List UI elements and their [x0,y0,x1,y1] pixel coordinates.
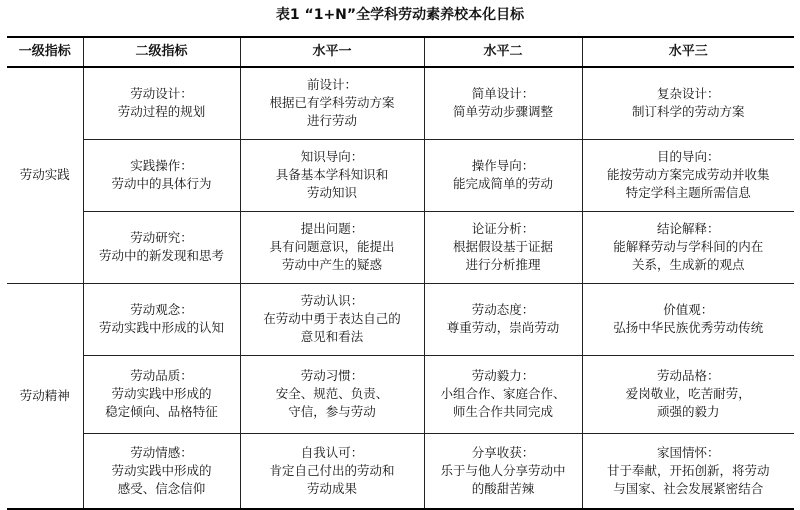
level-two-cell: 劳动毅力： 小组合作、家庭合作、 师生合作共同完成 [424,355,582,433]
header-level-one: 水平一 [240,37,424,67]
level-one-cell: 自我认可： 肯定自己付出的劳动和 劳动成果 [240,433,424,509]
level-one-cell: 劳动认识： 在劳动中勇于表达自己的 意见和看法 [240,283,424,355]
level-three-cell: 价值观： 弘扬中华民族优秀劳动传统 [582,283,794,355]
level2-cell: 劳动设计： 劳动过程的规划 [83,67,240,139]
level-two-cell: 劳动态度： 尊重劳动，崇尚劳动 [424,283,582,355]
table-row [7,433,794,509]
header-row [7,37,794,67]
level-two-cell: 操作导向： 能完成简单的劳动 [424,139,582,211]
level-one-cell: 前设计： 根据已有学科劳动方案 进行劳动 [240,67,424,139]
level2-cell: 劳动观念： 劳动实践中形成的认知 [83,283,240,355]
header-level1-indicator: 一级指标 [7,37,83,67]
header-level-three: 水平三 [582,37,794,67]
level2-cell: 实践操作： 劳动中的具体行为 [83,139,240,211]
table-row [7,355,794,433]
table-row [7,67,794,139]
level-two-cell: 分享收获： 乐于与他人分享劳动中 的酸甜苦辣 [424,433,582,509]
header-level-two: 水平二 [424,37,582,67]
level-two-cell: 简单设计： 简单劳动步骤调整 [424,67,582,139]
table-body [7,67,794,509]
level-one-cell: 知识导向： 具备基本学科知识和 劳动知识 [240,139,424,211]
level-two-cell: 论证分析： 根据假设基于证据 进行分析推理 [424,211,582,283]
table-caption: 表1 “1+N”全学科劳动素养校本化目标 [275,7,525,23]
literacy-goals-table [7,36,794,510]
level-three-cell: 目的导向： 能按劳动方案完成劳动并收集 特定学科主题所需信息 [582,139,794,211]
table-row [7,283,794,355]
level1-cell-practice: 劳动实践 [7,67,83,283]
level2-cell: 劳动品质： 劳动实践中形成的 稳定倾向、品格特征 [83,355,240,433]
level-three-cell: 复杂设计： 制订科学的劳动方案 [582,67,794,139]
level-one-cell: 提出问题： 具有问题意识，能提出 劳动中产生的疑惑 [240,211,424,283]
table-row [7,211,794,283]
level2-cell: 劳动研究： 劳动中的新发现和思考 [83,211,240,283]
level-three-cell: 结论解释： 能解释劳动与学科间的内在 关系，生成新的观点 [582,211,794,283]
level1-cell-spirit: 劳动精神 [7,283,83,509]
header-level2-indicator: 二级指标 [83,37,240,67]
level-one-cell: 劳动习惯： 安全、规范、负责、 守信，参与劳动 [240,355,424,433]
level-three-cell: 劳动品格： 爱岗敬业，吃苦耐劳， 顽强的毅力 [582,355,794,433]
table-row [7,139,794,211]
level2-cell: 劳动情感： 劳动实践中形成的 感受、信念信仰 [83,433,240,509]
level-three-cell: 家国情怀： 甘于奉献，开拓创新，将劳动 与国家、社会发展紧密结合 [582,433,794,509]
